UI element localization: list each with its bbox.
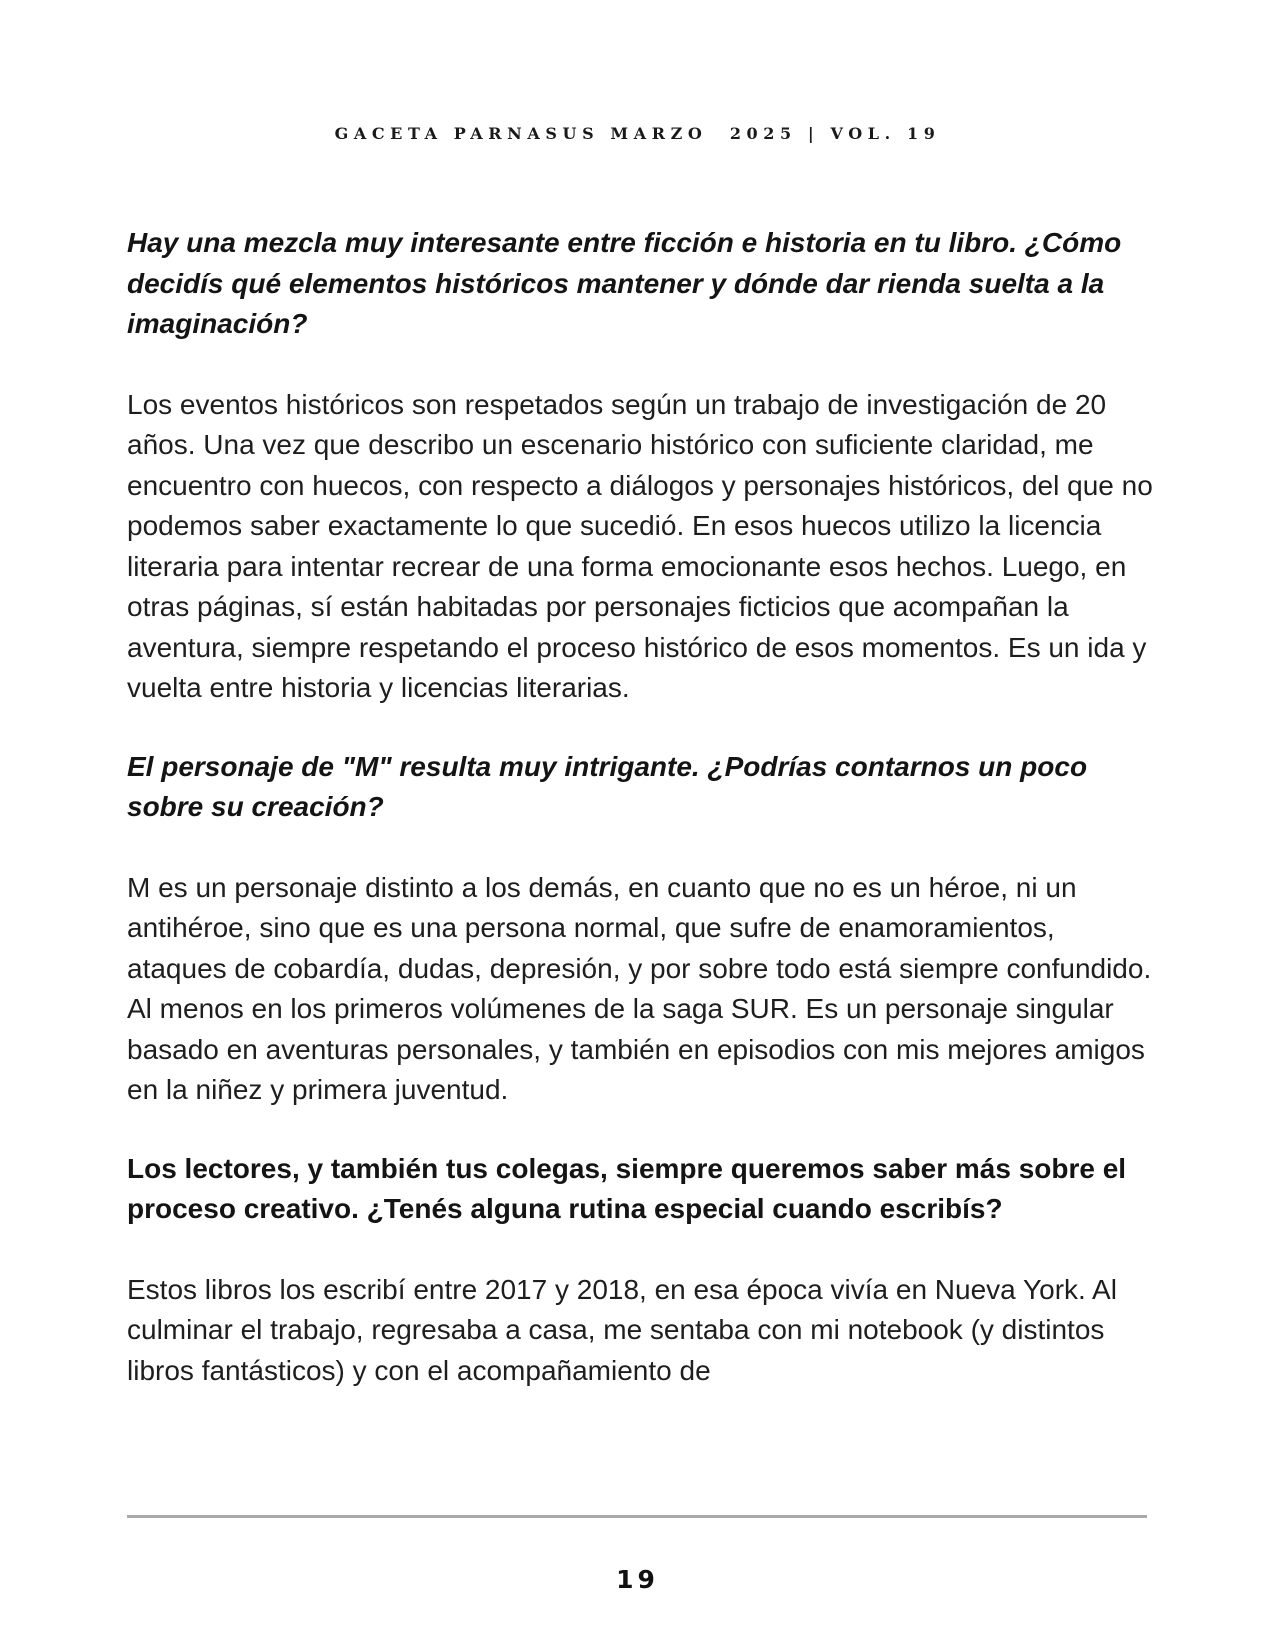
interview-answer: M es un personaje distinto a los demás, en cuanto que no es un héroe, ni un antihéroe, sino que es una persona normal, que sufre de enamoramientos, ataques de cobardía, dudas, depresión, y por sobre todo está siempre confundido. Al menos en los primeros volúmenes de la saga SUR. Es un personaje singular basado en aventuras personales, y también en episodios con mis mejores amigos en la niñez y primera juventud. — [127, 871, 1152, 1105]
page-number: 19 — [616, 1565, 659, 1594]
interview-question: El personaje de "M" resulta muy intrigante. ¿Podrías contarnos un poco sobre su creación? — [127, 750, 1088, 822]
interview-body — [127, 223, 1157, 1391]
interview-answer: Estos libros los escribí entre 2017 y 2018, en esa época vivía en Nueva York. Al culminar el trabajo, regresaba a casa, me sentaba con mi notebook (y distintos libros fantásticos) y con el acompañamiento de — [127, 1273, 1117, 1386]
interview-question: Los lectores, y también tus colegas, siempre queremos saber más sobre el proceso creativo. ¿Tenés alguna rutina especial cuando escribís? — [127, 1152, 1127, 1224]
magazine-header: GACETA PARNASUS MARZO 2025 | VOL. 19 — [334, 124, 941, 143]
interview-answer: Los eventos históricos son respetados según un trabajo de investigación de 20 años. Una vez que describo un escenario histórico con suficiente claridad, me encuentro con huecos, con respecto a diálogos y personajes históricos, del que no podemos saber exactamente lo que sucedió. En esos huecos utilizo la licencia literaria para intentar recrear de una forma emocionante esos hechos. Luego, en otras páginas, sí están habitadas por personajes ficticios que acompañan la aventura, siempre respetando el proceso histórico de esos momentos. Es un ida y vuelta entre historia y licencias literarias. — [127, 388, 1153, 703]
footer-divider — [127, 1515, 1147, 1518]
interview-question: Hay una mezcla muy interesante entre ficción e historia en tu libro. ¿Cómo decidís qué elementos históricos mantener y dónde dar rienda suelta a la imaginación? — [127, 227, 1122, 339]
